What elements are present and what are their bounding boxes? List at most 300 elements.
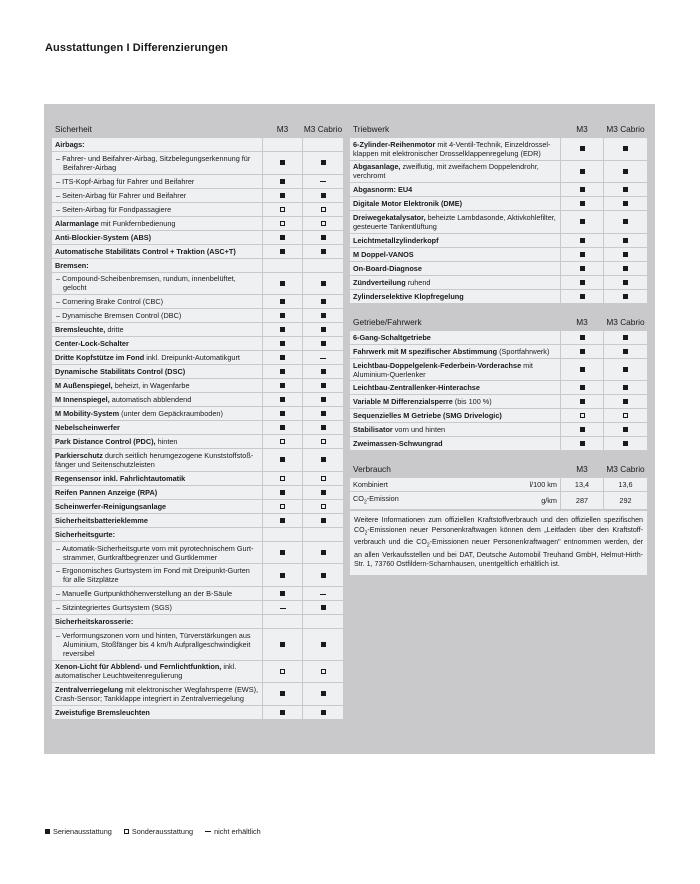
feature-label: Leichtbau-Doppelgelenk-Federbein-Vorderachse mit Aluminium-Querlenker — [350, 359, 560, 381]
mark-m3 — [263, 203, 302, 216]
mark-m3cabrio — [604, 437, 647, 450]
filled-square-icon — [623, 427, 628, 432]
feature-label: – Sitzintegriertes Gurtsystem (SGS) — [52, 601, 262, 614]
mark-m3 — [263, 323, 302, 336]
table-row — [52, 217, 343, 230]
feature-label: M Mobility-System (unter dem Gepäckraumboden) — [52, 407, 262, 420]
mark-m3 — [263, 245, 302, 258]
mark-m3 — [561, 381, 603, 394]
feature-label: Anti-Blockier-System (ABS) — [52, 231, 262, 244]
filled-square-icon — [280, 591, 285, 596]
table-row — [350, 276, 647, 289]
feature-label: – Automatik-Sicherheitsgurte vorn mit pyrotechnischem Gurt-strammer, Gurtkraftbegrenzer und Gurtklemmer — [52, 542, 262, 564]
mark-m3cabrio — [303, 706, 343, 719]
filled-square-icon — [580, 427, 585, 432]
dash-icon — [320, 594, 326, 595]
empty-square-icon — [321, 221, 326, 226]
mark-m3 — [263, 629, 302, 660]
mark-m3cabrio — [604, 345, 647, 358]
filled-square-icon — [321, 605, 326, 610]
feature-label: – Seiten-Airbag für Fahrer und Beifahrer — [52, 189, 262, 202]
filled-square-icon — [623, 252, 628, 257]
empty-square-icon — [280, 504, 285, 509]
table-row — [350, 262, 647, 275]
col-m3cabrio: M3 Cabrio — [303, 124, 343, 134]
filled-square-icon — [321, 411, 326, 416]
empty-square-icon — [321, 476, 326, 481]
mark-m3 — [263, 472, 302, 485]
mark-m3 — [561, 359, 603, 381]
mark-m3cabrio — [303, 421, 343, 434]
col-m3cabrio: M3 Cabrio — [606, 464, 645, 475]
table-row — [52, 337, 343, 350]
feature-label: Dritte Kopfstütze im Fond inkl. Dreipunkt-Automatikgurt — [52, 351, 262, 364]
feature-label: Zweistufige Bremsleuchten — [52, 706, 262, 719]
consumption-m3: 13,4 — [561, 478, 603, 491]
filled-square-icon — [623, 399, 628, 404]
table-row — [350, 138, 647, 160]
table-row — [52, 231, 343, 244]
filled-square-icon — [580, 187, 585, 192]
mark-m3 — [263, 175, 302, 188]
mark-m3cabrio — [604, 197, 647, 210]
consumption-unit: l/100 km — [500, 478, 560, 491]
filled-square-icon — [623, 335, 628, 340]
filled-square-icon — [280, 193, 285, 198]
empty-square-icon — [280, 439, 285, 444]
filled-square-icon — [623, 280, 628, 285]
mark-m3 — [263, 615, 302, 628]
mark-m3cabrio — [604, 423, 647, 436]
mark-m3cabrio — [604, 381, 647, 394]
drive-table — [350, 121, 647, 304]
table-row — [52, 175, 343, 188]
mark-m3cabrio — [303, 683, 343, 705]
mark-m3cabrio — [303, 203, 343, 216]
mark-m3cabrio — [604, 276, 647, 289]
mark-m3 — [561, 437, 603, 450]
filled-square-icon — [280, 642, 285, 647]
table-row — [52, 138, 343, 151]
mark-m3cabrio — [604, 359, 647, 381]
col-m3: M3 — [576, 316, 588, 327]
table-row — [52, 661, 343, 683]
feature-label: Leichtbau-Zentrallenker-Hinterachse — [350, 381, 560, 394]
filled-square-icon — [580, 219, 585, 224]
table-row — [52, 273, 343, 295]
empty-square-icon — [321, 207, 326, 212]
filled-square-icon — [321, 397, 326, 402]
filled-square-icon — [623, 201, 628, 206]
mark-m3cabrio — [303, 259, 343, 272]
table-row — [52, 486, 343, 499]
drive-heading: Triebwerk — [353, 124, 390, 134]
filled-square-icon — [45, 829, 50, 834]
filled-square-icon — [280, 397, 285, 402]
filled-square-icon — [321, 710, 326, 715]
table-row — [52, 245, 343, 258]
table-row — [52, 500, 343, 513]
mark-m3cabrio — [604, 248, 647, 261]
consumption-unit: g/km — [500, 492, 560, 509]
mark-m3cabrio — [303, 189, 343, 202]
mark-m3 — [561, 331, 603, 344]
mark-m3cabrio — [303, 323, 343, 336]
table-row — [52, 615, 343, 628]
filled-square-icon — [280, 341, 285, 346]
filled-square-icon — [321, 327, 326, 332]
dash-icon — [320, 358, 326, 359]
table-row — [52, 189, 343, 202]
table-row — [52, 365, 343, 378]
mark-m3 — [263, 152, 302, 174]
legend-option: Sonderausstattung — [131, 827, 194, 836]
filled-square-icon — [580, 441, 585, 446]
mark-m3 — [263, 514, 302, 527]
mark-m3 — [561, 395, 603, 408]
table-row — [52, 407, 343, 420]
filled-square-icon — [623, 146, 628, 151]
feature-label: – Fahrer- und Beifahrer-Airbag, Sitzbelegungserkennung für Beifahrer-Airbag — [52, 152, 262, 174]
filled-square-icon — [580, 399, 585, 404]
table-row — [350, 437, 647, 450]
mark-m3cabrio — [604, 138, 647, 160]
filled-square-icon — [580, 280, 585, 285]
feature-label: Abgasnorm: EU4 — [350, 183, 560, 196]
mark-m3 — [561, 345, 603, 358]
empty-square-icon — [280, 669, 285, 674]
filled-square-icon — [280, 369, 285, 374]
feature-label: Parkierschutz durch seitlich herumgezogene Kunststoffstoß-fänger und Seitenschutzleisten — [52, 449, 262, 471]
mark-m3 — [263, 449, 302, 471]
table-row — [52, 203, 343, 216]
gear-heading: Getriebe/Fahrwerk — [353, 316, 422, 327]
mark-m3 — [561, 234, 603, 247]
filled-square-icon — [321, 490, 326, 495]
mark-m3cabrio — [604, 395, 647, 408]
filled-square-icon — [280, 235, 285, 240]
empty-square-icon — [580, 413, 585, 418]
mark-m3 — [263, 683, 302, 705]
feature-label: – Seiten-Airbag für Fondpassagiere — [52, 203, 262, 216]
filled-square-icon — [280, 355, 285, 360]
empty-square-icon — [280, 476, 285, 481]
mark-m3cabrio — [604, 290, 647, 303]
feature-label: – Ergonomisches Gurtsystem im Fond mit Dreipunkt-Gurten für alle Sitzplätze — [52, 564, 262, 586]
table-row — [350, 423, 647, 436]
mark-m3cabrio — [604, 331, 647, 344]
table-row — [350, 345, 647, 358]
mark-m3 — [561, 262, 603, 275]
page-title: Ausstattungen I Differenzierungen — [45, 42, 228, 54]
mark-m3 — [561, 138, 603, 160]
mark-m3 — [561, 211, 603, 233]
table-row — [52, 379, 343, 392]
mark-m3 — [263, 435, 302, 448]
table-row — [350, 492, 647, 509]
table-row — [350, 234, 647, 247]
feature-label: Sicherheitsbatterieklemme — [52, 514, 262, 527]
filled-square-icon — [580, 335, 585, 340]
empty-square-icon — [280, 207, 285, 212]
filled-square-icon — [280, 691, 285, 696]
mark-m3 — [263, 661, 302, 683]
col-m3: M3 — [576, 464, 588, 475]
empty-square-icon — [321, 439, 326, 444]
feature-label: 6-Zylinder-Reihenmotor mit 4-Ventil-Technik, Einzeldrossel-klappen mit elektronischer Drosselklappenregelung (EDR) — [350, 138, 560, 160]
mark-m3cabrio — [303, 587, 343, 600]
mark-m3cabrio — [604, 183, 647, 196]
feature-label: 6-Gang-Schaltgetriebe — [350, 331, 560, 344]
filled-square-icon — [321, 313, 326, 318]
filled-square-icon — [321, 160, 326, 165]
table-row — [350, 248, 647, 261]
mark-m3cabrio — [303, 152, 343, 174]
table-row — [52, 351, 343, 364]
mark-m3cabrio — [303, 500, 343, 513]
empty-square-icon — [321, 504, 326, 509]
feature-label: Stabilisator vorn und hinten — [350, 423, 560, 436]
mark-m3 — [263, 379, 302, 392]
feature-label: Variable M Differenzialsperre (bis 100 %) — [350, 395, 560, 408]
table-row — [52, 323, 343, 336]
mark-m3cabrio — [303, 273, 343, 295]
filled-square-icon — [623, 169, 628, 174]
dash-icon — [320, 181, 326, 182]
filled-square-icon — [280, 249, 285, 254]
right-column — [350, 121, 647, 575]
filled-square-icon — [580, 294, 585, 299]
legend-standard: Serienausstattung — [53, 827, 112, 836]
mark-m3cabrio — [604, 262, 647, 275]
table-row — [52, 309, 343, 322]
mark-m3cabrio — [303, 407, 343, 420]
mark-m3cabrio — [303, 528, 343, 541]
mark-m3 — [263, 138, 302, 151]
table-row — [52, 601, 343, 614]
filled-square-icon — [580, 238, 585, 243]
filled-square-icon — [321, 193, 326, 198]
filled-square-icon — [321, 341, 326, 346]
mark-m3 — [263, 542, 302, 564]
mark-m3 — [561, 409, 603, 422]
feature-label: M Außenspiegel, beheizt, in Wagenfarbe — [52, 379, 262, 392]
filled-square-icon — [623, 266, 628, 271]
safety-table — [52, 121, 343, 720]
filled-square-icon — [580, 349, 585, 354]
table-row — [52, 259, 343, 272]
filled-square-icon — [321, 383, 326, 388]
feature-label: Leichtmetallzylinderkopf — [350, 234, 560, 247]
feature-label: Sicherheitskarosserie: — [52, 615, 262, 628]
filled-square-icon — [623, 219, 628, 224]
filled-square-icon — [321, 299, 326, 304]
feature-label: – Verformungszonen vorn und hinten, Türverstärkungen aus Aluminium, Stoßfänger bis 4 km/h Aufprallgeschwindigkeit reversibel — [52, 629, 262, 660]
mark-m3 — [263, 273, 302, 295]
mark-m3 — [561, 161, 603, 183]
mark-m3 — [263, 564, 302, 586]
mark-m3 — [263, 587, 302, 600]
filled-square-icon — [623, 187, 628, 192]
table-row — [350, 381, 647, 394]
filled-square-icon — [580, 266, 585, 271]
mark-m3 — [263, 217, 302, 230]
mark-m3 — [263, 486, 302, 499]
mark-m3cabrio — [303, 295, 343, 308]
mark-m3cabrio — [303, 542, 343, 564]
filled-square-icon — [321, 642, 326, 647]
table-row — [350, 290, 647, 303]
feature-label: Xenon-Licht für Abblend- und Fernlichtfunktion, inkl. automatischer Leuchtweitenregulierung — [52, 661, 262, 683]
mark-m3cabrio — [303, 393, 343, 406]
left-column — [52, 121, 343, 720]
col-m3cabrio: M3 Cabrio — [606, 316, 645, 327]
empty-square-icon — [321, 669, 326, 674]
feature-label: Digitale Motor Elektronik (DME) — [350, 197, 560, 210]
mark-m3cabrio — [303, 472, 343, 485]
filled-square-icon — [280, 550, 285, 555]
filled-square-icon — [280, 383, 285, 388]
filled-square-icon — [580, 252, 585, 257]
mark-m3 — [263, 351, 302, 364]
mark-m3cabrio — [303, 217, 343, 230]
consumption-label: $CO_2$-Emission — [350, 492, 500, 509]
table-row — [52, 514, 343, 527]
filled-square-icon — [623, 294, 628, 299]
safety-heading: Sicherheit — [55, 124, 92, 134]
feature-label: Automatische Stabilitäts Control + Traktion (ASC+T) — [52, 245, 262, 258]
consumption-label: Kombiniert — [350, 478, 500, 491]
mark-m3cabrio — [303, 615, 343, 628]
filled-square-icon — [280, 281, 285, 286]
mark-m3 — [561, 423, 603, 436]
table-row — [52, 152, 343, 174]
table-row — [350, 161, 647, 183]
mark-m3 — [561, 248, 603, 261]
filled-square-icon — [321, 550, 326, 555]
table-row — [52, 421, 343, 434]
feature-label: Nebelscheinwerfer — [52, 421, 262, 434]
feature-label: M Doppel-VANOS — [350, 248, 560, 261]
mark-m3cabrio — [303, 138, 343, 151]
table-row — [350, 478, 647, 491]
mark-m3cabrio — [303, 435, 343, 448]
mark-m3cabrio — [303, 564, 343, 586]
mark-m3cabrio — [303, 379, 343, 392]
mark-m3 — [263, 601, 302, 614]
filled-square-icon — [280, 425, 285, 430]
mark-m3 — [561, 183, 603, 196]
mark-m3 — [561, 197, 603, 210]
filled-square-icon — [280, 299, 285, 304]
filled-square-icon — [280, 710, 285, 715]
feature-label: Park Distance Control (PDC), hinten — [52, 435, 262, 448]
mark-m3cabrio — [303, 365, 343, 378]
feature-label: Dreiwegekatalysator, beheizte Lambdasonde, Aktivkohlefilter, gesteuerte Tankentlüftung — [350, 211, 560, 233]
consumption-m3cabrio: 13,6 — [604, 478, 647, 491]
feature-label: Regensensor inkl. Fahrlichtautomatik — [52, 472, 262, 485]
mark-m3cabrio — [604, 211, 647, 233]
feature-label: On-Board-Diagnose — [350, 262, 560, 275]
mark-m3cabrio — [303, 601, 343, 614]
mark-m3 — [263, 393, 302, 406]
feature-label: Zweimassen-Schwungrad — [350, 437, 560, 450]
filled-square-icon — [321, 691, 326, 696]
feature-label: Zentralverriegelung mit elektronischer Wegfahrsperre (EWS), Crash-Sensor; Tankklappe integriert in Zentralverriegelung — [52, 683, 262, 705]
gear-table — [350, 314, 647, 452]
feature-label: Bremsen: — [52, 259, 262, 272]
table-row — [52, 542, 343, 564]
filled-square-icon — [321, 457, 326, 462]
filled-square-icon — [321, 518, 326, 523]
consumption-m3: 287 — [561, 492, 603, 509]
legend — [45, 827, 269, 836]
mark-m3cabrio — [303, 449, 343, 471]
table-row — [52, 564, 343, 586]
filled-square-icon — [280, 518, 285, 523]
consumption-note: Weitere Informationen zum offiziellen Kraftstoffverbrauch und den offiziellen spezifischen $CO_2$-Emissionen neuer Personenkraftwagen können dem „Leitfaden über den Kraftstoff-verbrauch und die $CO_2$-Emissionen neuer Personenkraftwagen" entnommen werden, der an allen Verkaufsstellen und bei DAT, Deutsche Automobil Treuhand GmbH, Helmut-Hirth-Str. 1, 73760 Ostfildern-Scharnhausen, unentgeltlich erhältlich ist. — [350, 511, 647, 574]
mark-m3cabrio — [303, 486, 343, 499]
filled-square-icon — [280, 160, 285, 165]
legend-na: nicht erhältlich — [214, 827, 261, 836]
feature-label: Fahrwerk mit M spezifischer Abstimmung (Sportfahrwerk) — [350, 345, 560, 358]
filled-square-icon — [321, 235, 326, 240]
feature-label: Bremsleuchte, dritte — [52, 323, 262, 336]
consumption-m3cabrio: 292 — [604, 492, 647, 509]
filled-square-icon — [580, 201, 585, 206]
table-row — [350, 211, 647, 233]
mark-m3 — [561, 276, 603, 289]
table-row — [350, 409, 647, 422]
feature-label: Scheinwerfer-Reinigungsanlage — [52, 500, 262, 513]
filled-square-icon — [321, 369, 326, 374]
consumption-heading: Verbrauch — [353, 464, 391, 475]
mark-m3 — [263, 231, 302, 244]
mark-m3cabrio — [303, 629, 343, 660]
equipment-panel — [44, 104, 655, 754]
feature-label: Sicherheitsgurte: — [52, 528, 262, 541]
empty-square-icon — [623, 413, 628, 418]
filled-square-icon — [580, 385, 585, 390]
filled-square-icon — [280, 313, 285, 318]
consumption-table — [350, 461, 647, 510]
feature-label: Airbags: — [52, 138, 262, 151]
table-row — [350, 359, 647, 381]
col-m3cabrio: M3 Cabrio — [606, 124, 645, 134]
filled-square-icon — [623, 441, 628, 446]
mark-m3cabrio — [604, 161, 647, 183]
table-row — [350, 395, 647, 408]
mark-m3cabrio — [604, 234, 647, 247]
feature-label: – ITS-Kopf-Airbag für Fahrer und Beifahrer — [52, 175, 262, 188]
table-row — [52, 449, 343, 471]
mark-m3cabrio — [303, 661, 343, 683]
empty-square-icon — [124, 829, 129, 834]
mark-m3cabrio — [303, 175, 343, 188]
feature-label: Dynamische Stabilitäts Control (DSC) — [52, 365, 262, 378]
dash-icon — [205, 831, 211, 832]
mark-m3 — [263, 259, 302, 272]
table-row — [350, 331, 647, 344]
col-m3: M3 — [576, 124, 588, 134]
feature-label: – Compound-Scheibenbremsen, rundum, innenbelüftet, gelocht — [52, 273, 262, 295]
table-row — [52, 393, 343, 406]
filled-square-icon — [623, 385, 628, 390]
filled-square-icon — [623, 238, 628, 243]
mark-m3cabrio — [303, 309, 343, 322]
filled-square-icon — [280, 457, 285, 462]
mark-m3cabrio — [303, 337, 343, 350]
